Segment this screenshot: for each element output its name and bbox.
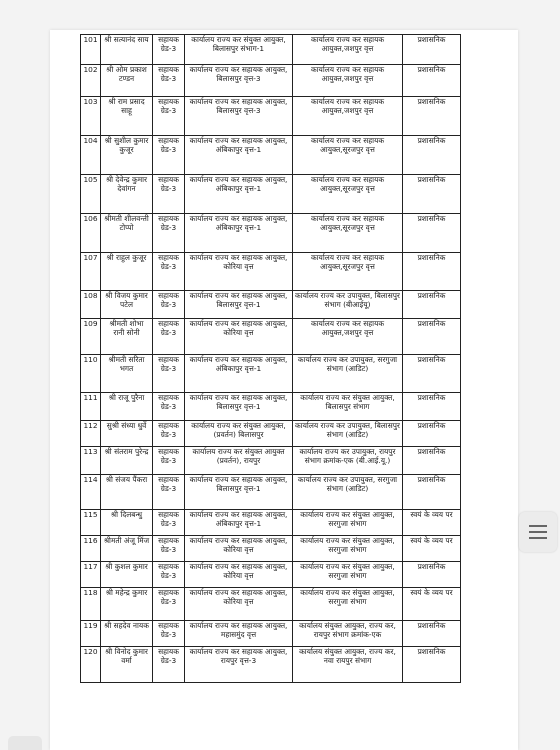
transfer-remark: प्रशासनिक xyxy=(403,621,461,647)
transfer-remark: प्रशासनिक xyxy=(403,253,461,291)
transfer-remark: प्रशासनिक xyxy=(403,136,461,175)
current-office: कार्यालय राज्य कर सहायक आयुक्त, अंबिकापुर वृत्त-1 xyxy=(185,175,293,214)
row-number: 102 xyxy=(81,65,101,97)
transfer-office: कार्यालय राज्य कर उपायुक्त, बिलासपुर संभाग (आडिट) xyxy=(293,421,403,447)
transfer-remark: प्रशासनिक xyxy=(403,475,461,510)
employee-name: श्रीमती अंजू मिंज xyxy=(101,536,153,562)
current-office: कार्यालय राज्य कर सहायक आयुक्त, अंबिकापुर वृत्त-1 xyxy=(185,214,293,253)
employee-name: श्रीमती शोभा रानी सोनी xyxy=(101,319,153,355)
row-number: 108 xyxy=(81,291,101,319)
current-office: कार्यालय राज्य कर सहायक आयुक्त, अंबिकापुर वृत्त-1 xyxy=(185,136,293,175)
table-body xyxy=(81,35,461,683)
current-office: कार्यालय राज्य कर सहायक आयुक्त, बिलासपुर वृत्त-3 xyxy=(185,65,293,97)
current-office: कार्यालय राज्य कर सहायक आयुक्त, अंबिकापुर वृत्त-1 xyxy=(185,355,293,393)
designation: सहायक ग्रेड-3 xyxy=(153,35,185,65)
row-number: 105 xyxy=(81,175,101,214)
table-row xyxy=(81,536,461,562)
transfer-office: कार्यालय राज्य कर संयुक्त आयुक्त, सरगुजा संभाग xyxy=(293,536,403,562)
designation: सहायक ग्रेड-3 xyxy=(153,536,185,562)
row-number: 109 xyxy=(81,319,101,355)
employee-name: सुश्री संध्या धुर्वे xyxy=(101,421,153,447)
transfer-office: कार्यालय राज्य कर सहायक आयुक्त,सूरजपुर वृत्त xyxy=(293,136,403,175)
row-number: 107 xyxy=(81,253,101,291)
designation: सहायक ग्रेड-3 xyxy=(153,588,185,621)
transfer-office: कार्यालय संयुक्त आयुक्त, राज्य कर, नवा रायपुर संभाग xyxy=(293,647,403,683)
row-number: 110 xyxy=(81,355,101,393)
transfer-office: कार्यालय संयुक्त आयुक्त, राज्य कर, रायपुर संभाग क्रमांक-एक xyxy=(293,621,403,647)
table-row xyxy=(81,421,461,447)
designation: सहायक ग्रेड-3 xyxy=(153,475,185,510)
designation: सहायक ग्रेड-3 xyxy=(153,65,185,97)
transfer-office: कार्यालय राज्य कर सहायक आयुक्त,सूरजपुर वृत्त xyxy=(293,253,403,291)
employee-name: श्री विनोद कुमार वर्मा xyxy=(101,647,153,683)
transfer-remark: प्रशासनिक xyxy=(403,447,461,475)
current-office: कार्यालय राज्य कर सहायक आयुक्त, कोरिया वृत्त xyxy=(185,253,293,291)
transfer-remark: प्रशासनिक xyxy=(403,65,461,97)
transfer-office: कार्यालय राज्य कर सहायक आयुक्त,सूरजपुर वृत्त xyxy=(293,175,403,214)
transfer-office: कार्यालय राज्य कर संयुक्त आयुक्त, बिलासपुर संभाग xyxy=(293,393,403,421)
table-row xyxy=(81,447,461,475)
row-number: 113 xyxy=(81,447,101,475)
transfer-office: कार्यालय राज्य कर सहायक आयुक्त,जशपुर वृत्त xyxy=(293,319,403,355)
row-number: 104 xyxy=(81,136,101,175)
table-row xyxy=(81,175,461,214)
transfer-office: कार्यालय राज्य कर सहायक आयुक्त,जशपुर वृत्त xyxy=(293,35,403,65)
employee-name: श्री राजू पुरैना xyxy=(101,393,153,421)
row-number: 120 xyxy=(81,647,101,683)
transfer-remark: प्रशासनिक xyxy=(403,35,461,65)
employee-name: श्री दिलबन्धु xyxy=(101,510,153,536)
table-row xyxy=(81,97,461,136)
table-row xyxy=(81,35,461,65)
transfer-remark: प्रशासनिक xyxy=(403,97,461,136)
transfer-remark: स्वयं के व्यय पर xyxy=(403,536,461,562)
row-number: 119 xyxy=(81,621,101,647)
employee-name: श्रीमती शीलवन्ती टोप्पो xyxy=(101,214,153,253)
table-row xyxy=(81,355,461,393)
employee-name: श्री विजय कुमार पटेल xyxy=(101,291,153,319)
transfer-remark: प्रशासनिक xyxy=(403,355,461,393)
current-office: कार्यालय राज्य कर सहायक आयुक्त, बिलासपुर वृत्त-1 xyxy=(185,475,293,510)
row-number: 116 xyxy=(81,536,101,562)
table-row xyxy=(81,214,461,253)
transfer-remark: प्रशासनिक xyxy=(403,291,461,319)
designation: सहायक ग्रेड-3 xyxy=(153,647,185,683)
designation: सहायक ग्रेड-3 xyxy=(153,421,185,447)
designation: सहायक ग्रेड-3 xyxy=(153,355,185,393)
transfer-remark: प्रशासनिक xyxy=(403,562,461,588)
transfer-office: कार्यालय राज्य कर उपायुक्त, रायपुर संभाग क्रमांक-एक (बी.आई.यू.) xyxy=(293,447,403,475)
employee-name: श्री सहदेव नायक xyxy=(101,621,153,647)
designation: सहायक ग्रेड-3 xyxy=(153,291,185,319)
row-number: 101 xyxy=(81,35,101,65)
transfer-office: कार्यालय राज्य कर संयुक्त आयुक्त, सरगुजा संभाग xyxy=(293,510,403,536)
table-row xyxy=(81,65,461,97)
current-office: कार्यालय राज्य कर संयुक्त आयुक्त (प्रवर्तन), रायपुर xyxy=(185,447,293,475)
designation: सहायक ग्रेड-3 xyxy=(153,214,185,253)
designation: सहायक ग्रेड-3 xyxy=(153,621,185,647)
table-row xyxy=(81,588,461,621)
transfer-remark: प्रशासनिक xyxy=(403,421,461,447)
current-office: कार्यालय राज्य कर सहायक आयुक्त, कोरिया वृत्त xyxy=(185,319,293,355)
employee-name: श्रीमती सरिता भगत xyxy=(101,355,153,393)
transfer-office: कार्यालय राज्य कर उपायुक्त, सरगुजा संभाग (आडिट) xyxy=(293,355,403,393)
current-office: कार्यालय राज्य कर सहायक आयुक्त, बिलासपुर वृत्त-3 xyxy=(185,97,293,136)
row-number: 106 xyxy=(81,214,101,253)
row-number: 118 xyxy=(81,588,101,621)
menu-icon[interactable] xyxy=(519,512,557,552)
employee-name: श्री सत्यानंद साय xyxy=(101,35,153,65)
transfer-remark: स्वयं के व्यय पर xyxy=(403,510,461,536)
row-number: 114 xyxy=(81,475,101,510)
designation: सहायक ग्रेड-3 xyxy=(153,510,185,536)
table-row xyxy=(81,136,461,175)
designation: सहायक ग्रेड-3 xyxy=(153,136,185,175)
current-office: कार्यालय राज्य कर संयुक्त आयुक्त, बिलासपुर संभाग-1 xyxy=(185,35,293,65)
table-row xyxy=(81,253,461,291)
current-office: कार्यालय राज्य कर सहायक आयुक्त, कोरिया वृत्त xyxy=(185,536,293,562)
current-office: कार्यालय राज्य कर सहायक आयुक्त, अंबिकापुर वृत्त-1 xyxy=(185,510,293,536)
current-office: कार्यालय राज्य कर सहायक आयुक्त, कोरिया वृत्त xyxy=(185,562,293,588)
designation: सहायक ग्रेड-3 xyxy=(153,253,185,291)
table-row xyxy=(81,475,461,510)
document-page xyxy=(50,30,518,750)
transfer-remark: प्रशासनिक xyxy=(403,647,461,683)
corner-tab[interactable] xyxy=(8,736,42,750)
transfer-remark: प्रशासनिक xyxy=(403,319,461,355)
transfer-remark: स्वयं के व्यय पर xyxy=(403,588,461,621)
table-row xyxy=(81,647,461,683)
employee-name: श्री राहुल कुजूर xyxy=(101,253,153,291)
transfer-remark: प्रशासनिक xyxy=(403,393,461,421)
current-office: कार्यालय राज्य कर सहायक आयुक्त, बिलासपुर वृत्त-1 xyxy=(185,393,293,421)
row-number: 117 xyxy=(81,562,101,588)
employee-name: श्री संजय पैंकरा xyxy=(101,475,153,510)
transfer-office: कार्यालय राज्य कर उपायुक्त, बिलासपुर संभाग (बीआईयू) xyxy=(293,291,403,319)
row-number: 103 xyxy=(81,97,101,136)
transfer-office: कार्यालय राज्य कर सहायक आयुक्त,जशपुर वृत्त xyxy=(293,65,403,97)
employee-name: श्री देवेन्द्र कुमार देवांगन xyxy=(101,175,153,214)
transfer-office: कार्यालय राज्य कर संयुक्त आयुक्त, सरगुजा संभाग xyxy=(293,588,403,621)
table-row xyxy=(81,562,461,588)
table-row xyxy=(81,291,461,319)
current-office: कार्यालय राज्य कर सहायक आयुक्त, रायपुर वृत्त-3 xyxy=(185,647,293,683)
transfer-office: कार्यालय राज्य कर संयुक्त आयुक्त, सरगुजा संभाग xyxy=(293,562,403,588)
row-number: 112 xyxy=(81,421,101,447)
table-row xyxy=(81,621,461,647)
current-office: कार्यालय राज्य कर संयुक्त आयुक्त, (प्रवर्तन) बिलासपुर xyxy=(185,421,293,447)
employee-name: श्री सुशील कुमार कुजूर xyxy=(101,136,153,175)
current-office: कार्यालय राज्य कर सहायक आयुक्त, बिलासपुर वृत्त-1 xyxy=(185,291,293,319)
designation: सहायक ग्रेड-3 xyxy=(153,97,185,136)
current-office: कार्यालय राज्य कर सहायक आयुक्त, महासमुंद वृत्त xyxy=(185,621,293,647)
table-row xyxy=(81,510,461,536)
designation: सहायक ग्रेड-3 xyxy=(153,447,185,475)
transfer-office: कार्यालय राज्य कर सहायक आयुक्त,जशपुर वृत्त xyxy=(293,97,403,136)
transfer-office: कार्यालय राज्य कर सहायक आयुक्त,सूरजपुर वृत्त xyxy=(293,214,403,253)
employee-name: श्री राम प्रसाद साहू xyxy=(101,97,153,136)
designation: सहायक ग्रेड-3 xyxy=(153,319,185,355)
current-office: कार्यालय राज्य कर सहायक आयुक्त, कोरिया वृत्त xyxy=(185,588,293,621)
employee-name: श्री कुशल कुमार xyxy=(101,562,153,588)
designation: सहायक ग्रेड-3 xyxy=(153,562,185,588)
row-number: 115 xyxy=(81,510,101,536)
row-number: 111 xyxy=(81,393,101,421)
table-row xyxy=(81,393,461,421)
designation: सहायक ग्रेड-3 xyxy=(153,393,185,421)
employee-name: श्री संतराम पुरेन्द्र xyxy=(101,447,153,475)
employee-name: श्री महेन्द्र कुमार xyxy=(101,588,153,621)
transfer-office: कार्यालय राज्य कर उपायुक्त, सरगुजा संभाग (आडिट) xyxy=(293,475,403,510)
employee-name: श्री ओम प्रकाश टण्डन xyxy=(101,65,153,97)
transfer-remark: प्रशासनिक xyxy=(403,214,461,253)
table-row xyxy=(81,319,461,355)
designation: सहायक ग्रेड-3 xyxy=(153,175,185,214)
transfer-remark: प्रशासनिक xyxy=(403,175,461,214)
transfer-table xyxy=(80,34,461,683)
